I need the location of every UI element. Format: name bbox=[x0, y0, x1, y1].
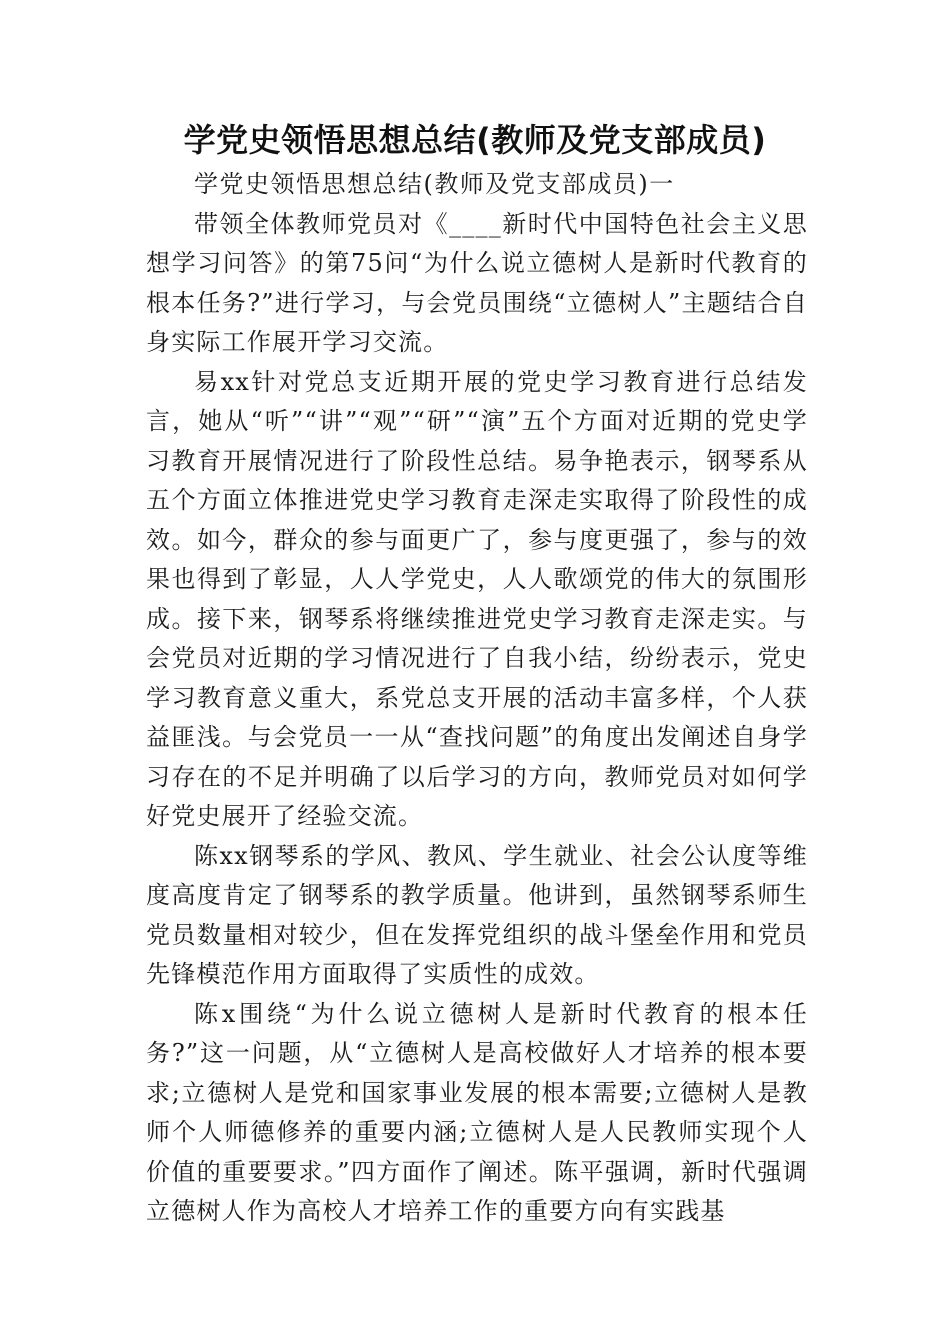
body-paragraph-1: 带领全体教师党员对《____新时代中国特色社会主义思想学习问答》的第75问“为什么说立德树人是新时代教育的根本任务?”进行学习，与会党员围绕“立德树人”主题结合自身实际工作展开学习交流。 bbox=[146, 209, 808, 356]
subtitle-paragraph: 学党史领悟思想总结(教师及党支部成员)一 bbox=[194, 170, 675, 198]
body-paragraph-2: 易xx针对党总支近期开展的党史学习教育进行总结发言，她从“听”“讲”“观”“研”“演”五个方面对近期的党史学习教育开展情况进行了阶段性总结。易争艳表示，钢琴系从五个方面立体推进党史学习教育走深走实取得了阶段性的成效。如今，群众的参与面更广了，参与度更强了，参与的效果也得到了彰显，人人学党史，人人歌颂党的伟大的氛围形成。接下来，钢琴系将继续推进党史学习教育走深走实。与会党员对近期的学习情况进行了自我小结，纷纷表示，党史学习教育意义重大，系党总支开展的活动丰富多样，个人获益匪浅。与会党员一一从“查找问题”的角度出发阐述自身学习存在的不足并明确了以后学习的方向，教师党员对如何学好党史展开了经验交流。 bbox=[146, 367, 808, 830]
document-body bbox=[146, 165, 808, 1232]
body-paragraph-4: 陈x围绕“为什么说立德树人是新时代教育的根本任务?”这一问题，从“立德树人是高校做好人才培养的根本要求;立德树人是党和国家事业发展的根本需要;立德树人是教师个人师德修养的重要内涵;立德树人是人民教师实现个人价值的重要要求。”四方面作了阐述。陈平强调，新时代强调立德树人作为高校人才培养工作的重要方向有实践基 bbox=[146, 999, 808, 1225]
document-title: 学党史领悟思想总结(教师及党支部成员) bbox=[183, 121, 767, 159]
body-paragraph-3: 陈xx钢琴系的学风、教风、学生就业、社会公认度等维度高度肯定了钢琴系的教学质量。他讲到，虽然钢琴系师生党员数量相对较少，但在发挥党组织的战斗堡垒作用和党员先锋模范作用方面取得了实质性的成效。 bbox=[146, 841, 808, 988]
